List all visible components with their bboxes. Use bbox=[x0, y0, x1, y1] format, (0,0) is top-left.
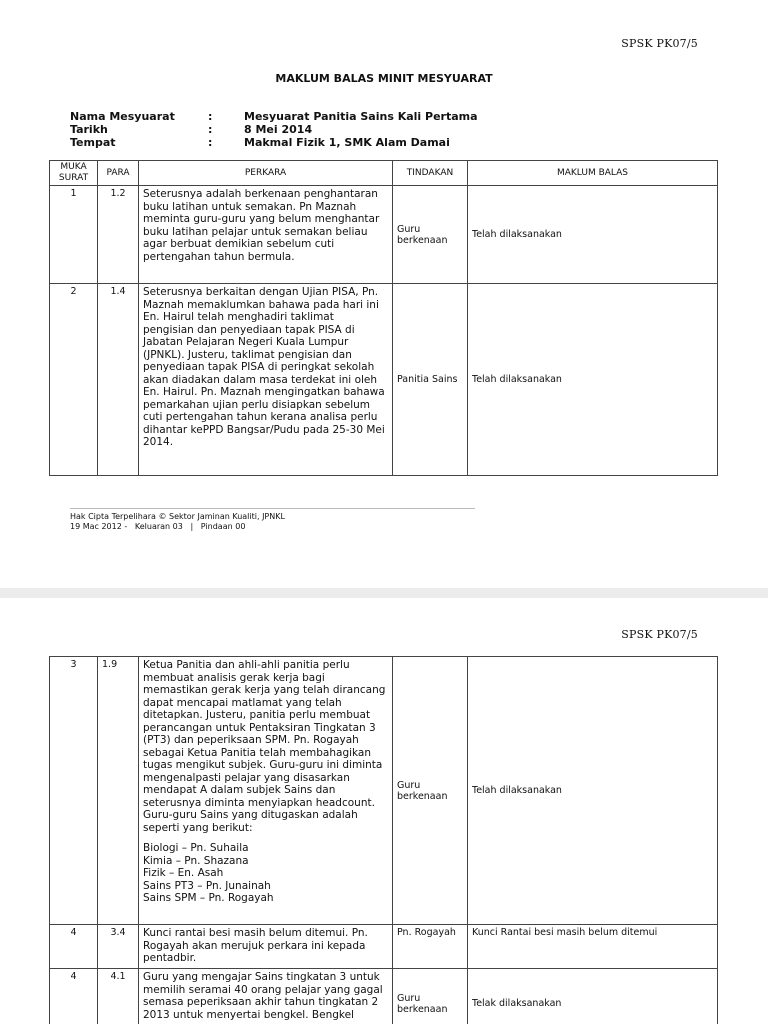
table-row bbox=[50, 284, 718, 476]
table-row bbox=[50, 969, 718, 1024]
table-header-row bbox=[50, 161, 718, 186]
meta-colon: : bbox=[208, 136, 213, 149]
meta-label: Tempat bbox=[70, 136, 116, 149]
list-item: Fizik – En. Asah bbox=[143, 867, 224, 879]
cell-para: 3.4 bbox=[98, 925, 139, 969]
cell-muka-surat: 4 bbox=[50, 925, 98, 969]
meeting-date-row bbox=[70, 123, 478, 136]
header-muka-surat-line-1: MUKA bbox=[60, 162, 87, 172]
list-item: Kimia – Pn. Shazana bbox=[143, 854, 249, 867]
document-code: SPSK PK07/5 bbox=[621, 37, 698, 50]
cell-muka-surat: 3 bbox=[50, 657, 98, 925]
cell-muka-surat: 4 bbox=[50, 969, 98, 1024]
document-title: MAKLUM BALAS MINIT MESYUARAT bbox=[275, 72, 493, 85]
meta-value: Mesyuarat Panitia Sains Kali Pertama bbox=[244, 110, 478, 123]
header-muka-surat bbox=[50, 161, 98, 186]
table-row bbox=[50, 186, 718, 284]
page-footer bbox=[70, 508, 475, 532]
cell-para: 1.9 bbox=[98, 657, 139, 925]
cell-muka-surat: 2 bbox=[50, 284, 98, 476]
cell-para: 1.4 bbox=[98, 284, 139, 476]
list-item: Sains PT3 – Pn. Junainah bbox=[143, 879, 271, 892]
cell-perkara: Seterusnya adalah berkenaan penghantaran buku latihan untuk semakan. Pn Maznah meminta guru-guru yang belum menghantar buku latihan pelajar untuk semakan beliau agar berbuat demikian sebelum cuti pertengahan tahun bermula. bbox=[139, 186, 393, 284]
cell-muka-surat: 1 bbox=[50, 186, 98, 284]
cell-maklum-balas: Kunci Rantai besi masih belum ditemui bbox=[468, 925, 718, 969]
meta-value: 8 Mei 2014 bbox=[244, 123, 313, 136]
header-perkara: PERKARA bbox=[139, 161, 393, 186]
cell-maklum-balas: Telak dilaksanakan bbox=[468, 969, 718, 1024]
meeting-info bbox=[70, 110, 478, 149]
minutes-table-page-2 bbox=[49, 656, 718, 1024]
cell-maklum-balas: Telah dilaksanakan bbox=[468, 284, 718, 476]
minutes-table-page-1 bbox=[49, 160, 718, 476]
cell-perkara: Guru yang mengajar Sains tingkatan 3 untuk memilih seramai 40 orang pelajar yang gagal semasa peperiksaan akhir tahun tingkatan 2 2013 untuk menyertai bengkel. Bengkel bbox=[139, 969, 393, 1024]
perkara-text: Ketua Panitia dan ahli-ahli panitia perlu membuat analisis gerak kerja bagi memastikan gerak kerja yang telah dirancang dapat mencapai matlamat yang telah ditetapkan. Justeru, panitia perlu membuat perancangan untuk Pentaksiran Tingkatan 3 (PT3) dan peperiksaan SPM. Pn. Rogayah sebagai Ketua Panitia telah membahagikan tugas mengikut subjek. Guru-guru ini diminta mengenalpasti pelajar yang disasarkan mendapat A dalam subjek Sains dan seterusnya diminta menyiapkan headcount. Guru-guru Sains yang ditugaskan adalah seperti yang berikut: bbox=[143, 659, 386, 834]
table-row bbox=[50, 657, 718, 925]
meeting-name-row bbox=[70, 110, 478, 123]
meta-label: Tarikh bbox=[70, 123, 108, 136]
revision-text: 19 Mac 2012 - Keluaran 03 | Pindaan 00 bbox=[70, 522, 246, 531]
assignment-list bbox=[143, 842, 388, 905]
cell-maklum-balas: Telah dilaksanakan bbox=[468, 186, 718, 284]
cell-perkara: Kunci rantai besi masih belum ditemui. Pn. Rogayah akan merujuk perkara ini kepada pentadbir. bbox=[139, 925, 393, 969]
cell-tindakan: Pn. Rogayah bbox=[393, 925, 468, 969]
header-muka-surat-line-2: SURAT bbox=[58, 173, 89, 183]
copyright-text: Hak Cipta Terpelihara © Sektor Jaminan Kualiti, JPNKL bbox=[70, 512, 285, 521]
header-maklum-balas: MAKLUM BALAS bbox=[468, 161, 718, 186]
meta-colon: : bbox=[208, 110, 213, 123]
list-item: Biologi – Pn. Suhaila bbox=[143, 842, 249, 854]
cell-perkara: Seterusnya berkaitan dengan Ujian PISA, Pn. Maznah memaklumkan bahawa pada hari ini En. Hairul telah menghadiri taklimat pengisian dan penyediaan tapak PISA di Jabatan Pelajaran Negeri Kuala Lumpur (JPNKL). Justeru, taklimat pengisian dan penyediaan tapak PISA di peringkat sekolah akan diadakan dalam masa terdekat ini oleh En. Hairul. Pn. Maznah mengingatkan bahawa pemarkahan ujian perlu disiapkan sebelum cuti pertengahan tahun kerana analisa perlu dihantar kePPD Bangsar/Pudu pada 25-30 Mei 2014. bbox=[139, 284, 393, 476]
meta-label: Nama Mesyuarat bbox=[70, 110, 175, 123]
cell-tindakan: Guru berkenaan bbox=[393, 186, 468, 284]
meta-colon: : bbox=[208, 123, 213, 136]
cell-perkara bbox=[139, 657, 393, 925]
meta-value: Makmal Fizik 1, SMK Alam Damai bbox=[244, 136, 450, 149]
cell-tindakan: Guru berkenaan bbox=[393, 969, 468, 1024]
header-para: PARA bbox=[98, 161, 139, 186]
document-code: SPSK PK07/5 bbox=[621, 628, 698, 641]
cell-para: 1.2 bbox=[98, 186, 139, 284]
cell-maklum-balas: Telah dilaksanakan bbox=[468, 657, 718, 925]
cell-tindakan: Guru berkenaan bbox=[393, 657, 468, 925]
cell-para: 4.1 bbox=[98, 969, 139, 1024]
header-tindakan: TINDAKAN bbox=[393, 161, 468, 186]
meeting-place-row bbox=[70, 136, 478, 149]
document-page-2 bbox=[0, 598, 768, 1024]
list-item: Sains SPM – Pn. Rogayah bbox=[143, 892, 274, 904]
table-row bbox=[50, 925, 718, 969]
cell-tindakan: Panitia Sains bbox=[393, 284, 468, 476]
